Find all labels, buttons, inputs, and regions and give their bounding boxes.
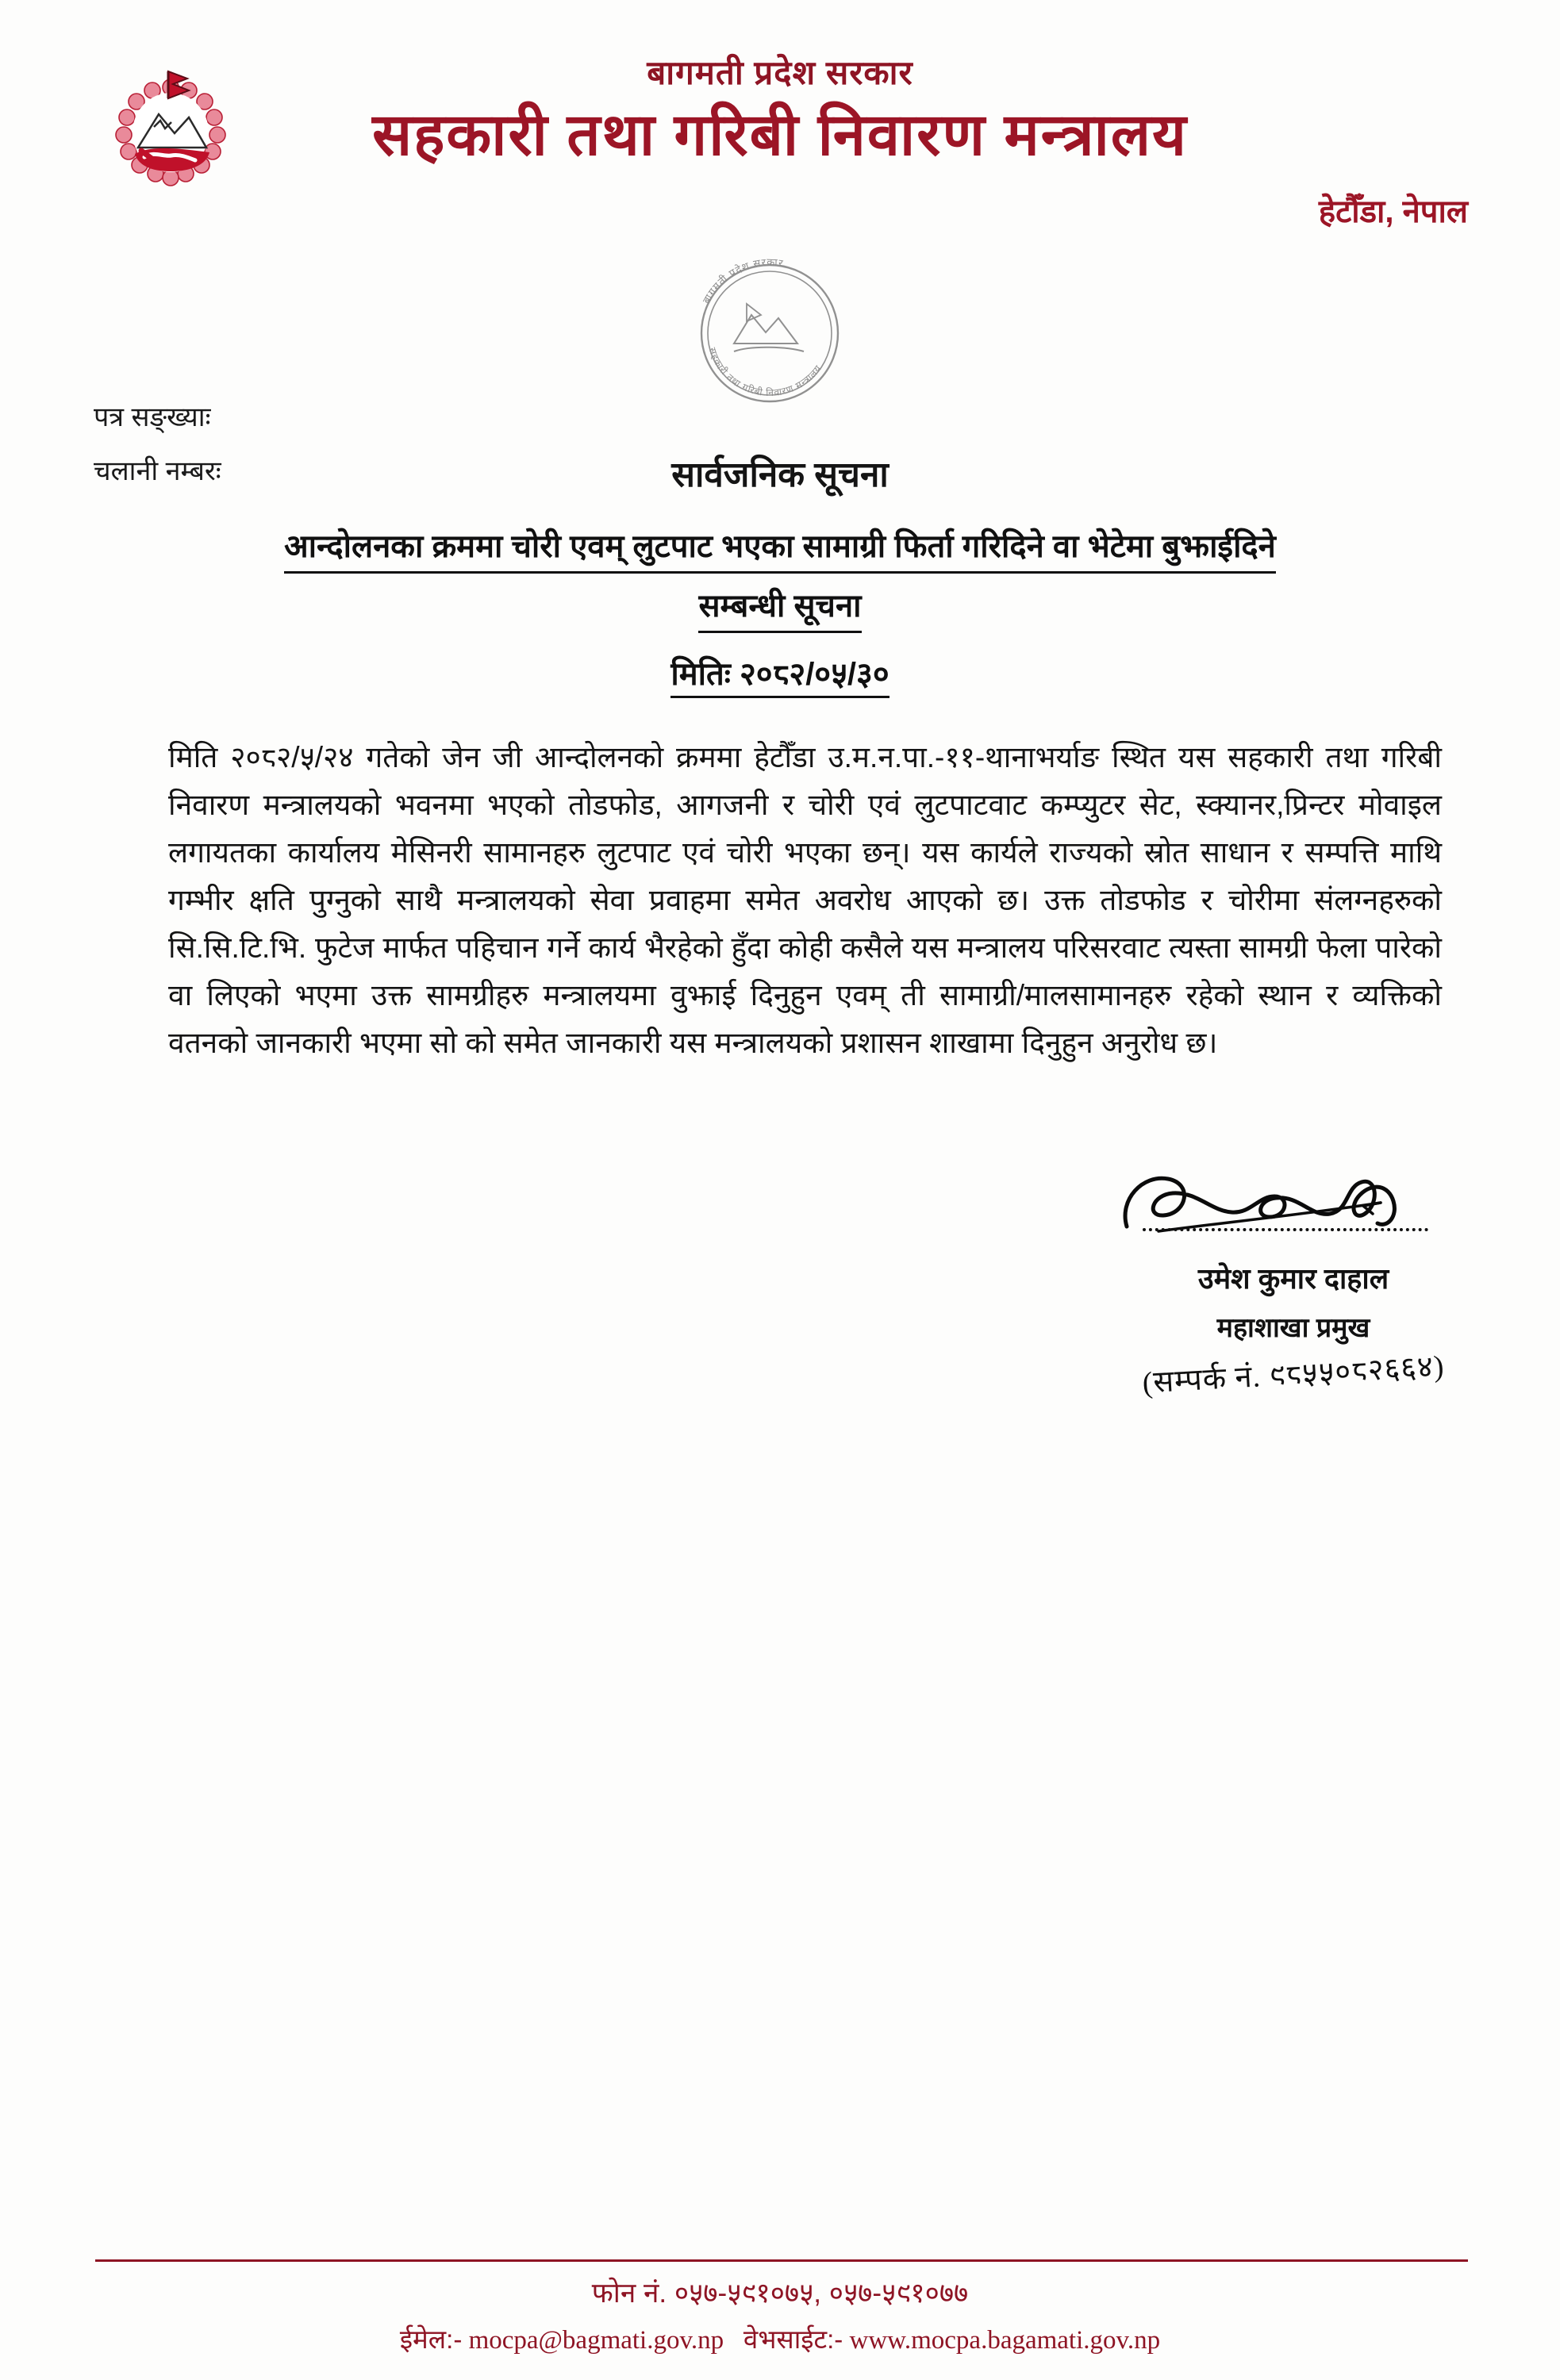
footer-divider xyxy=(95,2259,1468,2262)
svg-text:सहकारी तथा गरिबी निवारण मन्त्र: सहकारी तथा गरिबी निवारण मन्त्रालय xyxy=(706,346,824,399)
dispatch-number-label: चलानी नम्बरः xyxy=(94,456,221,486)
ministry-name: सहकारी तथा गरिबी निवारण मन्त्रालय xyxy=(372,102,1188,167)
footer-phone: फोन नं. ०५७-५९१०७५, ०५७-५९१०७७ xyxy=(591,2278,969,2309)
signatory-name: उमेश कुमार दाहाल xyxy=(1197,1262,1389,1295)
office-address: हेटौँडा, नेपाल xyxy=(1318,194,1468,229)
footer-contact xyxy=(0,2320,1560,2356)
notice-date-text: मितिः २०८२/०५/३० xyxy=(670,651,889,698)
notice-date xyxy=(0,651,1560,698)
letter-number-label: पत्र सङ्ख्याः xyxy=(94,402,211,432)
footer-email-label: ईमेल:- xyxy=(399,2324,463,2354)
signatory-contact: (सम्पर्क नं. ९८५५०८२६६४) xyxy=(1141,1349,1446,1400)
government-name: बागमती प्रदेश सरकार xyxy=(647,54,913,91)
office-round-seal-icon xyxy=(678,242,861,424)
footer xyxy=(0,2274,1560,2356)
notice-body: मिति २०८२/५/२४ गतेको जेन जी आन्दोलनको क्रममा हेटौँडा उ.म.न.पा.-११-थानाभर्याङ स्थित यस सहकारी तथा गरिबी निवारण मन्त्रालयको भवनमा भएको तोडफोड, आगजनी र चोरी एवं लुटपाटवाट कम्प्युटर सेट, स्क्यानर,प्रिन्टर मोवाइल लगायतका कार्यालय मेसिनरी सामानहरु लुटपाट एवं चोरी भएका छन्। यस कार्यले राज्यको स्रोत साधान र सम्पत्ति माथि गम्भीर क्षति पुग्नुको साथै मन्त्रालयको सेवा प्रवाहमा समेत अवरोध आएको छ। उक्त तोडफोड र चोरीमा संलग्नहरुको सि.सि.टि.भि. फुटेज मार्फत पहिचान गर्ने कार्य भैरहेको हुँदा कोही कसैले यस मन्त्रालय परिसरवाट त्यस्ता सामग्री फेला पारेको वा लिएको भएमा उक्त सामग्रीहरु मन्त्रालयमा वुझाई दिनुहुन एवम् ती सामाग्री/मालसामानहरु रहेको स्थान र व्यक्तिको वतनको जानकारी भएमा सो को समेत जानकारी यस मन्त्रालयको प्रशासन शाखामा दिनुहुन अनुरोध छ। xyxy=(168,741,1442,1059)
signature-dotted-line xyxy=(1143,1228,1428,1231)
footer-website-value[interactable]: www.mocpa.bagamati.gov.np xyxy=(849,2326,1161,2355)
footer-email-value[interactable]: mocpa@bagmati.gov.np xyxy=(468,2326,724,2355)
svg-text:बागमती प्रदेश सरकार: बागमती प्रदेश सरकार xyxy=(700,255,785,306)
subject-line-1: आन्दोलनका क्रममा चोरी एवम् लुटपाट भएका सामाग्री फिर्ता गरिदिने वा भेटेमा बुझाईदिने xyxy=(284,524,1276,574)
letter-number-row xyxy=(94,390,221,444)
signatory-post: महाशाखा प्रमुख xyxy=(1216,1313,1370,1343)
handwritten-signature-icon xyxy=(1095,1166,1492,1253)
signature-block xyxy=(1095,1166,1492,1400)
notice-subject xyxy=(127,524,1433,633)
notice-title: सार्वजनिक सूचना xyxy=(671,455,889,494)
subject-line-2: सम्बन्धी सूचना xyxy=(698,583,861,633)
footer-website-label: वेभसाईट:- xyxy=(743,2324,843,2354)
